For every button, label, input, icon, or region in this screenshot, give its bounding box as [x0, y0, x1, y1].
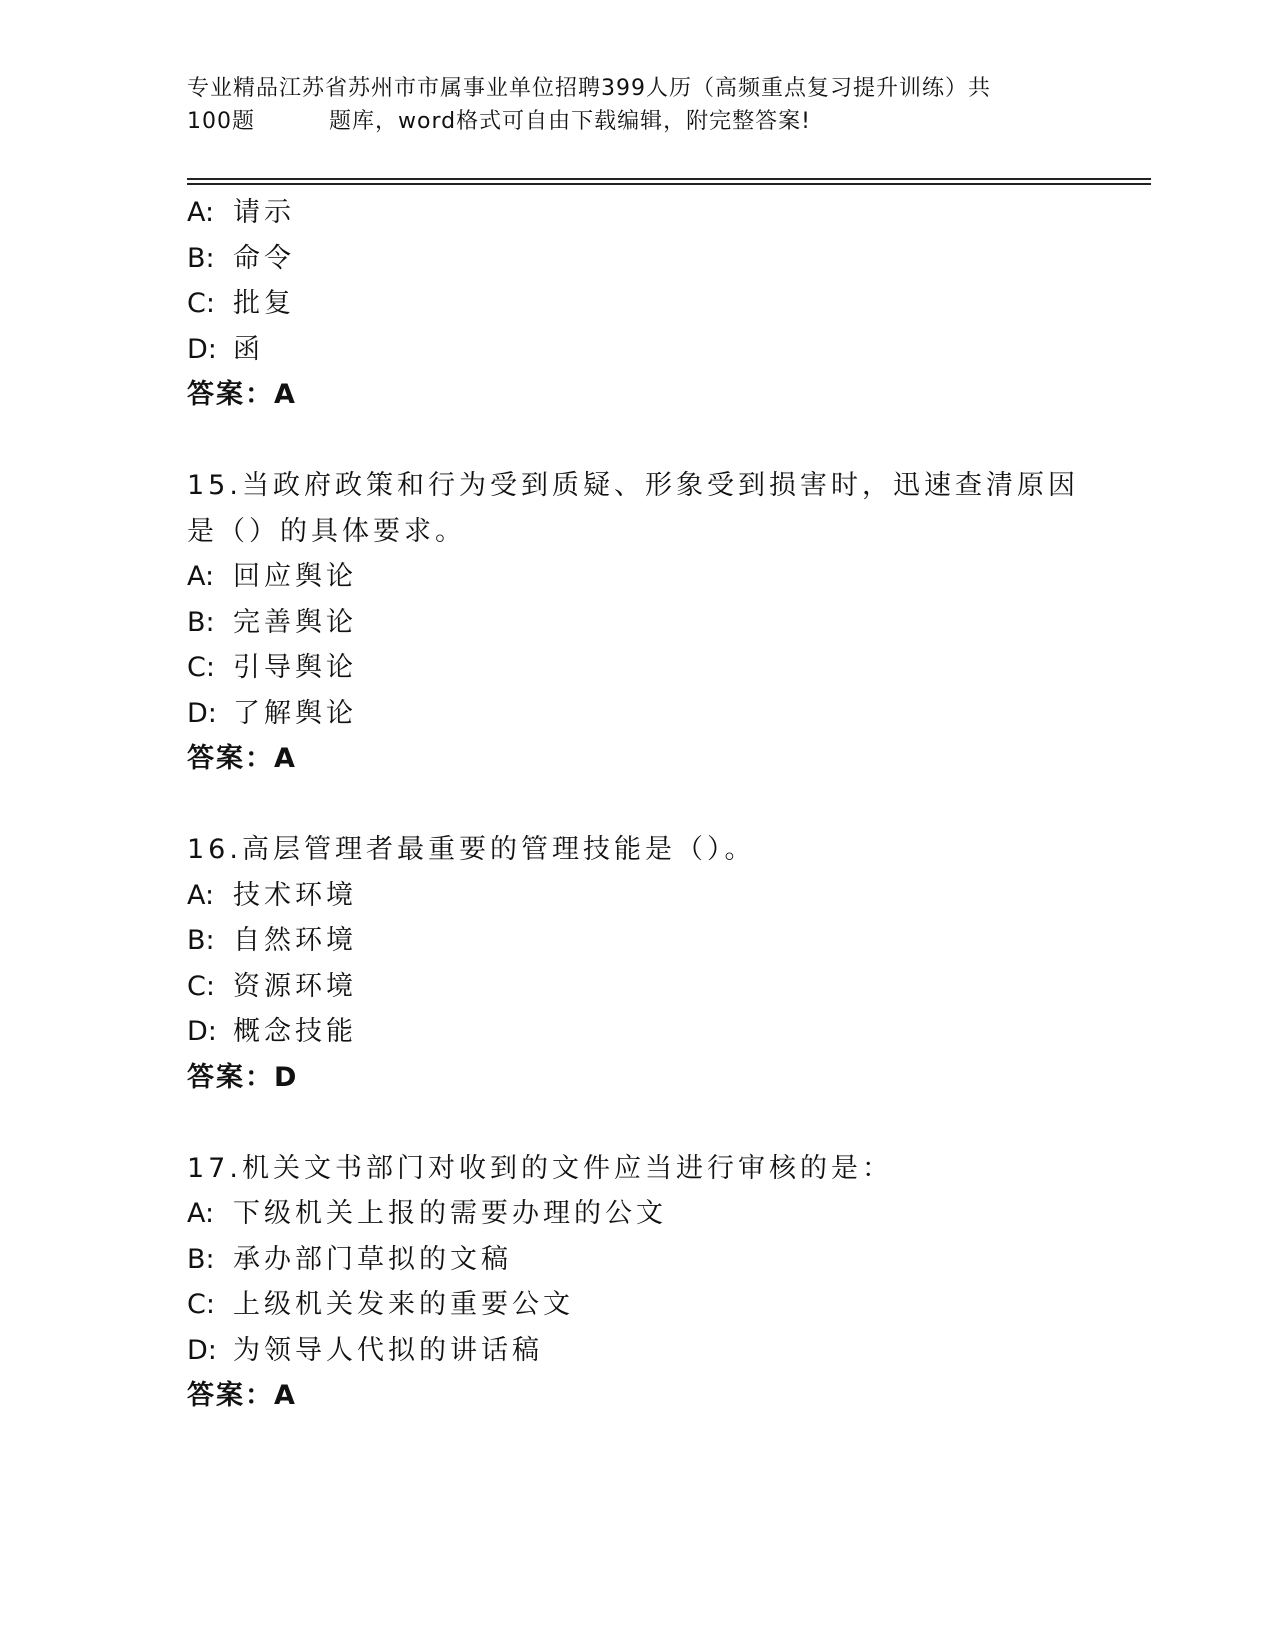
option-key: D:: [187, 1016, 217, 1047]
option-d: [187, 1009, 1147, 1055]
answer: 答案：A: [187, 379, 297, 410]
option-key: C:: [187, 288, 215, 319]
question-15: [187, 463, 1147, 782]
option-a: [187, 554, 1147, 600]
option-key: A:: [187, 197, 215, 228]
option-text: 函: [233, 333, 264, 365]
option-text: 自然环境: [233, 925, 357, 956]
question-list: [187, 190, 1147, 1419]
option-text: 完善舆论: [233, 606, 357, 638]
answer: 答案：D: [187, 1061, 299, 1093]
option-key: C:: [187, 652, 215, 683]
header-title-line-2: [187, 105, 1067, 138]
option-key: A:: [187, 1198, 215, 1229]
option-a: [187, 1191, 1147, 1237]
option-c: [187, 1282, 1147, 1328]
option-key: A:: [187, 561, 215, 592]
question-16: [187, 827, 1147, 1100]
option-key: B:: [187, 242, 215, 274]
header-question-count: 100题: [187, 109, 255, 134]
option-a: [187, 873, 1147, 919]
header-gap: [255, 105, 329, 138]
option-key: D:: [187, 697, 217, 729]
option-text: 引导舆论: [233, 652, 357, 683]
option-key: C:: [187, 970, 215, 1002]
option-key: A:: [187, 879, 215, 911]
option-text: 上级机关发来的重要公文: [233, 1289, 574, 1320]
option-text: 资源环境: [233, 970, 357, 1002]
spacer: [187, 1100, 1147, 1146]
header-title-line-1: 专业精品江苏省苏州市市属事业单位招聘399人历（高频重点复习提升训练）共: [187, 76, 991, 101]
option-a: [187, 190, 1147, 236]
document-header: [187, 72, 1067, 138]
option-key: D:: [187, 1334, 217, 1366]
option-d: [187, 327, 1147, 373]
option-text: 为领导人代拟的讲话稿: [233, 1334, 543, 1366]
option-b: [187, 600, 1147, 646]
option-b: [187, 236, 1147, 282]
answer: 答案：A: [187, 1380, 297, 1411]
header-divider-top: [187, 178, 1151, 180]
option-c: [187, 281, 1147, 327]
question-text: 17.机关文书部门对收到的文件应当进行审核的是：: [187, 1152, 893, 1184]
option-key: B:: [187, 925, 215, 956]
option-d: [187, 691, 1147, 737]
option-text: 承办部门草拟的文稿: [233, 1243, 512, 1275]
option-text: 请示: [233, 197, 295, 228]
option-b: [187, 918, 1147, 964]
question-text: 15.当政府政策和行为受到质疑、形象受到损害时，迅速查清原因是（）的具体要求。: [187, 470, 1079, 547]
answer: 答案：A: [187, 743, 297, 774]
option-key: C:: [187, 1289, 215, 1320]
option-c: [187, 964, 1147, 1010]
option-text: 技术环境: [233, 879, 357, 911]
question-17: [187, 1146, 1147, 1419]
question-text: 16.高层管理者最重要的管理技能是（）。: [187, 834, 756, 865]
option-d: [187, 1328, 1147, 1374]
header-divider-bottom: [187, 183, 1151, 185]
option-text: 了解舆论: [233, 697, 357, 729]
option-text: 回应舆论: [233, 561, 357, 592]
option-text: 下级机关上报的需要办理的公文: [233, 1198, 667, 1229]
option-text: 批复: [233, 288, 295, 319]
spacer: [187, 782, 1147, 828]
option-text: 概念技能: [233, 1016, 357, 1047]
option-text: 命令: [233, 242, 295, 274]
option-b: [187, 1237, 1147, 1283]
option-c: [187, 645, 1147, 691]
option-key: D:: [187, 333, 217, 365]
spacer: [187, 418, 1147, 464]
option-key: B:: [187, 606, 215, 638]
option-key: B:: [187, 1243, 215, 1275]
header-subtitle: 题库，word格式可自由下载编辑，附完整答案!: [329, 109, 811, 134]
question-continued: [187, 190, 1147, 418]
